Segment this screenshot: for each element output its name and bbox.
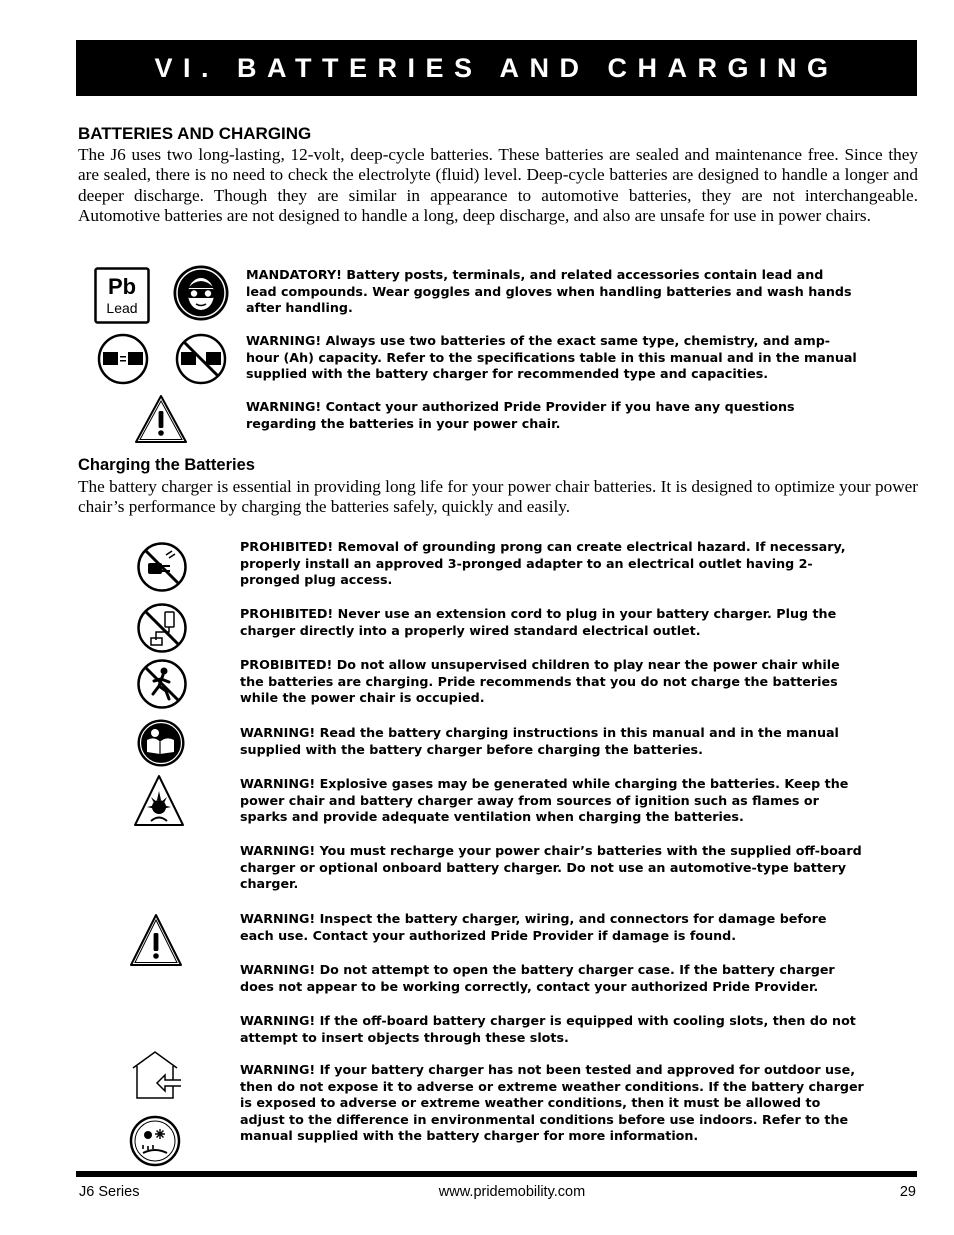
lead-symbol: Pb <box>107 274 137 299</box>
subsection-heading: Charging the Batteries <box>78 456 255 474</box>
indoor-use-icon <box>129 1050 183 1102</box>
outdoor-use-warning: WARNING! If your battery charger has not been tested and approved for outdoor use, then do not expose it to adverse or extreme weather conditions. If the battery charger is exposed to adverse or extreme weather conditions, then it must be allowed to adjust to the difference in environmental conditions before use indoors. Refer to the manual supplied with the battery charger for more information. <box>240 1062 864 1144</box>
read-instructions-warning: WARNING! Read the battery charging instructions in this manual and in the manual supplied with the battery charger before charging the batteries. <box>240 725 839 757</box>
goggles-mandatory-icon <box>172 264 230 322</box>
children-prohibited-icon <box>136 658 188 710</box>
explosive-gases-warning: WARNING! Explosive gases may be generated while charging the batteries. Keep the power chair and battery charger away from sources of ignition such as flames or sparks and provide adequate ventilation when charging the batteries. <box>240 776 849 825</box>
warning-triangle-icon <box>134 394 188 444</box>
inspect-charger-warning: WARNING! Inspect the battery charger, wiring, and connectors for damage before each use. Contact your authorized Pride Provider if damage is found. <box>240 911 827 943</box>
section-paragraph: The J6 uses two long-lasting, 12-volt, deep-cycle batteries. These batteries are sealed and maintenance free. Since they are sealed, there is no need to check the electrolyte (fluid) level. Deep-cycle batteries are designed to handle a longer and deeper discharge. Though they are similar in appearance to automotive batteries, they are not interchangeable. Automotive batteries are not designed to handle a long, deep discharge, and also are unsafe for use in power chairs. <box>78 145 918 226</box>
cooling-slots-warning: WARNING! If the off-board battery charger is equipped with cooling slots, then do not attempt to insert objects through these slots. <box>240 1013 856 1045</box>
explosive-gas-warning-icon <box>133 774 185 827</box>
extension-cord-prohibited-icon <box>136 602 188 654</box>
contact-provider-warning: WARNING! Contact your authorized Pride Provider if you have any questions regarding the batteries in your power chair. <box>246 399 795 431</box>
read-manual-icon <box>136 718 186 768</box>
footer-website: www.pridemobility.com <box>438 1184 586 1200</box>
supplied-charger-warning: WARNING! You must recharge your power chair’s batteries with the supplied off-board charger or optional onboard battery charger. Do not use an automotive-type battery charger. <box>240 843 862 892</box>
grounding-prong-warning: PROHIBITED! Removal of grounding prong can create electrical hazard. If necessary, properly install an approved 3-pronged adapter to an electrical outlet having 2- pronged plug access. <box>240 539 846 588</box>
page-number: 29 <box>899 1184 916 1200</box>
mixed-batteries-prohibited-icon <box>175 333 227 385</box>
lead-label: Lead <box>106 300 138 316</box>
charger-case-warning: WARNING! Do not attempt to open the battery charger case. If the battery charger does not appear to be working correctly, contact your authorized Pride Provider. <box>240 962 835 994</box>
section-heading: BATTERIES AND CHARGING <box>78 124 312 143</box>
chapter-title: VI. BATTERIES AND CHARGING <box>154 52 839 83</box>
extension-cord-warning: PROHIBITED! Never use an extension cord to plug in your battery charger. Plug the charger directly into a properly wired standard electrical outlet. <box>240 606 837 638</box>
lead-pb-icon <box>94 267 150 324</box>
warning-triangle-icon <box>129 913 183 967</box>
chapter-banner <box>76 40 917 96</box>
weather-conditions-icon <box>129 1115 182 1167</box>
grounding-prong-prohibited-icon <box>136 541 188 593</box>
footer-divider <box>76 1171 917 1177</box>
mandatory-lead-warning: MANDATORY! Battery posts, terminals, and related accessories contain lead and lead compounds. Wear goggles and gloves when handling batteries and wash hands after handling. <box>246 267 852 316</box>
charging-paragraph: The battery charger is essential in providing long life for your power chair batteries. It is designed to optimize your power chair’s performance by charging the batteries safely, quickly and easily. <box>78 477 918 517</box>
same-battery-warning: WARNING! Always use two batteries of the exact same type, chemistry, and amp- hour (Ah) capacity. Refer to the specifications table in this manual and in the manual supplied with the battery charger for recommended type and capacities. <box>246 333 857 382</box>
same-batteries-icon <box>97 333 149 385</box>
footer-series: J6 Series <box>79 1184 140 1200</box>
children-warning: PROBIBITED! Do not allow unsupervised children to play near the power chair while the batteries are charging. Pride recommends that you do not charge the batteries while the power chair is occupied. <box>240 657 840 706</box>
